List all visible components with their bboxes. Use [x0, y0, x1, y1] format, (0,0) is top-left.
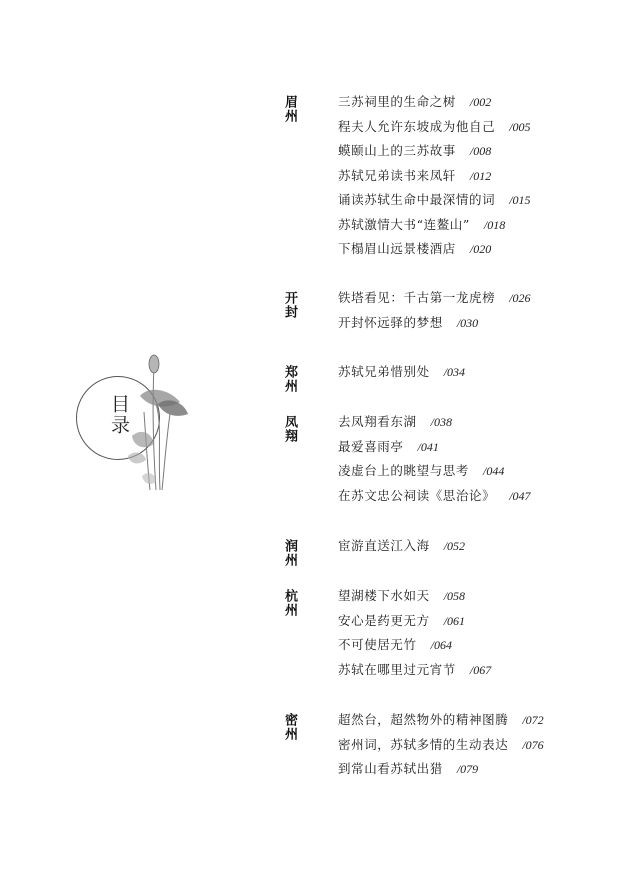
toc-entry[interactable]: 在苏文忠公祠读《思治论》 /047: [338, 487, 531, 503]
toc-entry[interactable]: 安心是药更无方 /061: [338, 612, 466, 628]
toc-entry[interactable]: 苏轼兄弟惜别处 /034: [338, 364, 466, 379]
section-meizhou: [280, 92, 620, 288]
toc-entry[interactable]: 到常山看苏轼出猎 /079: [338, 761, 479, 776]
toc-entry[interactable]: 开封怀远驿的梦想 /030: [338, 314, 479, 330]
toc-entry[interactable]: 望湖楼下水如天 /058: [338, 588, 466, 603]
toc-entry[interactable]: 去凤翔看东湖 /038: [338, 414, 452, 429]
toc-entry[interactable]: 铁塔看见：千古第一龙虎榜 /026: [338, 290, 531, 305]
section-zhengzhou: [280, 362, 620, 412]
region-label: 开封: [282, 291, 297, 319]
region-label: 密州: [282, 713, 297, 741]
toc-entry[interactable]: 超然台，超然物外的精神图腾 /072: [338, 712, 544, 727]
toc-entry[interactable]: 宦游直送江入海 /052: [338, 538, 466, 553]
toc-heading: 目录: [108, 394, 130, 436]
toc-entry[interactable]: 蟆颐山上的三苏故事 /008: [338, 143, 492, 158]
section-fengxiang: [280, 412, 620, 536]
toc-entry[interactable]: 苏轼在哪里过元宵节 /067: [338, 661, 492, 677]
section-mizhou: [280, 710, 620, 790]
table-of-contents: [280, 92, 620, 790]
toc-emblem: [70, 352, 200, 502]
section-kaifeng: [280, 288, 620, 362]
toc-entry[interactable]: 苏轼兄弟读书来凤轩 /012: [338, 167, 492, 183]
section-runzhou: [280, 536, 620, 586]
region-label: 杭州: [282, 589, 297, 617]
toc-entry[interactable]: 密州词，苏轼多情的生动表达 /076: [338, 736, 544, 752]
section-hangzhou: [280, 586, 620, 710]
region-label: 眉州: [282, 95, 297, 123]
region-label: 凤翔: [282, 415, 297, 443]
lotus-illustration: [122, 352, 192, 492]
region-label: 润州: [282, 539, 297, 567]
toc-entry[interactable]: 下榻眉山远景楼酒店 /020: [338, 241, 492, 256]
toc-entry[interactable]: 诵读苏轼生命中最深情的词 /015: [338, 192, 531, 207]
toc-entry[interactable]: 三苏祠里的生命之树 /002: [338, 94, 492, 109]
toc-entry[interactable]: 苏轼激情大书“连鳌山” /018: [338, 216, 506, 232]
region-label: 郑州: [282, 365, 297, 393]
toc-entry[interactable]: 凌虚台上的眺望与思考 /044: [338, 463, 505, 478]
toc-entry[interactable]: 最爱喜雨亭 /041: [338, 438, 439, 454]
toc-entry[interactable]: 程夫人允许东坡成为他自己 /005: [338, 118, 531, 134]
toc-entry[interactable]: 不可使居无竹 /064: [338, 637, 452, 652]
